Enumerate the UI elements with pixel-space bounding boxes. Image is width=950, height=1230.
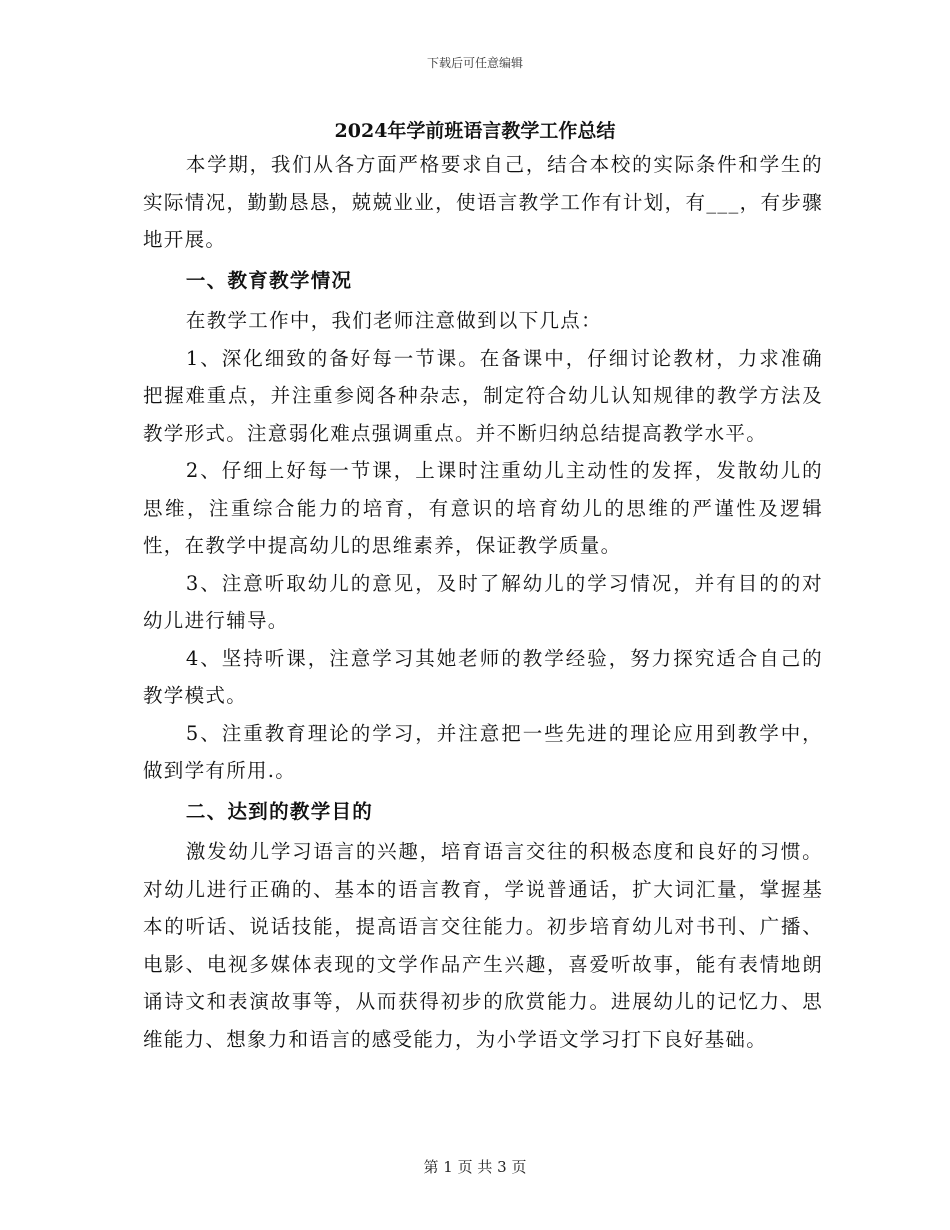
section1-lead: 在教学工作中，我们老师注意做到以下几点： [185,309,602,332]
section1-item-2: 2、仔细上好每一节课，上课时注重幼儿主动性的发挥，发散幼儿的思维，注重综合能力的培育，有意识的培育幼儿的思维的严谨性及逻辑性，在教学中提高幼儿的思维素养，保证教学质量。 [143,459,823,557]
document-body [143,146,823,1058]
section1-item-3: 3、注意听取幼儿的意见，及时了解幼儿的学习情况，并有目的的对幼儿进行辅导。 [143,571,823,632]
header-note: 下载后可任意编辑 [426,56,523,70]
section-heading-2: 二、达到的教学目的 [185,799,374,823]
section1-item-5: 5、注重教育理论的学习，并注意把一些先进的理论应用到教学中，做到学有所用.。 [143,721,823,782]
document-title: 2024年学前班语言教学工作总结 [334,120,616,142]
section-heading-1: 一、教育教学情况 [185,268,353,292]
section2-body: 激发幼儿学习语言的兴趣，培育语言交往的积极态度和良好的习惯。对幼儿进行正确的、基本的语言教育，学说普通话，扩大词汇量，掌握基本的听话、说话技能，提高语言交往能力。初步培育幼儿对书刊、广播、电影、电视多媒体表现的文学作品产生兴趣，喜爱听故事，能有表情地朗诵诗文和表演故事等，从而获得初步的欣赏能力。进展幼儿的记忆力、思维能力、想象力和语言的感受能力，为小学语文学习打下良好基础。 [143,840,823,1051]
page-footer: 第 1 页 共 3 页 [423,1158,527,1176]
section1-item-4: 4、坚持听课，注意学习其她老师的教学经验，努力探究适合自己的教学模式。 [143,646,823,707]
intro-paragraph: 本学期，我们从各方面严格要求自己，结合本校的实际条件和学生的实际情况，勤勤恳恳，兢兢业业，使语言教学工作有计划，有___，有步骤地开展。 [143,153,823,251]
section1-item-1: 1、深化细致的备好每一节课。在备课中，仔细讨论教材，力求准确把握难重点，并注重参阅各种杂志，制定符合幼儿认知规律的教学方法及教学形式。注意弱化难点强调重点。并不断归纳总结提高教学水平。 [143,346,823,445]
